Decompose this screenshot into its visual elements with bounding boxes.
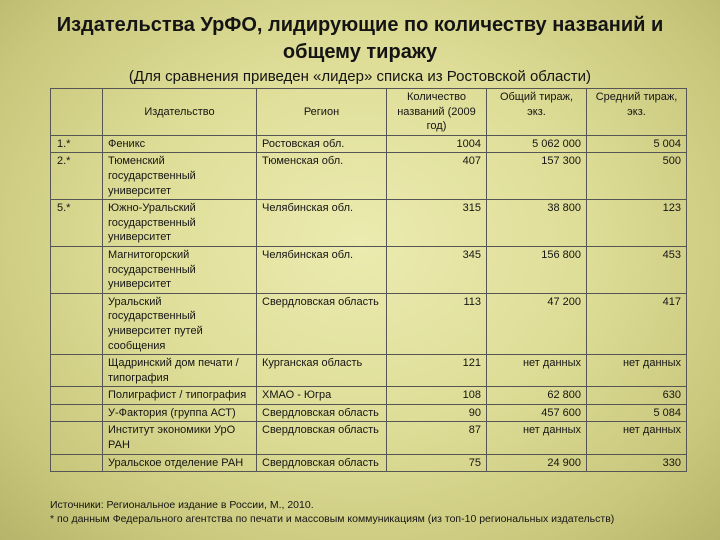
table-row	[51, 293, 687, 354]
cell-region: Челябинская обл.	[257, 246, 387, 293]
cell-publisher: Южно-Уральский государственный университет	[103, 200, 257, 247]
sources-note	[50, 498, 690, 526]
table-row	[51, 454, 687, 472]
cell-avg: 123	[587, 200, 687, 247]
cell-region: Тюменская обл.	[257, 153, 387, 200]
cell-total: нет данных	[487, 422, 587, 454]
cell-publisher: Феникс	[103, 135, 257, 153]
cell-rank	[51, 293, 103, 354]
cell-total: нет данных	[487, 355, 587, 387]
cell-region: Ростовская обл.	[257, 135, 387, 153]
table-row	[51, 200, 687, 247]
cell-count: 113	[387, 293, 487, 354]
cell-count: 121	[387, 355, 487, 387]
cell-avg: нет данных	[587, 355, 687, 387]
cell-publisher: Полиграфист / типография	[103, 387, 257, 405]
cell-region: Свердловская область	[257, 404, 387, 422]
cell-publisher: Магнитогорский государственный университет	[103, 246, 257, 293]
table-row	[51, 246, 687, 293]
sources-line: Источники: Региональное издание в России, М., 2010.	[50, 499, 314, 511]
footnote-line: * по данным Федерального агентства по печати и массовым коммуникациям (из топ-10 региональных издательств)	[50, 513, 615, 525]
cell-avg: нет данных	[587, 422, 687, 454]
publishers-table	[50, 88, 687, 472]
table-row	[51, 404, 687, 422]
cell-count: 75	[387, 454, 487, 472]
cell-region: Свердловская область	[257, 293, 387, 354]
cell-count: 90	[387, 404, 487, 422]
cell-publisher: Щадринский дом печати / типография	[103, 355, 257, 387]
header-titles-count: Количество названий (2009 год)	[387, 89, 487, 136]
cell-count: 108	[387, 387, 487, 405]
slide-subtitle: (Для сравнения приведен «лидер» списка из Ростовской области)	[128, 68, 592, 85]
table-row	[51, 387, 687, 405]
cell-count: 345	[387, 246, 487, 293]
table-row	[51, 422, 687, 454]
header-region: Регион	[257, 89, 387, 136]
cell-total: 62 800	[487, 387, 587, 405]
cell-count: 315	[387, 200, 487, 247]
title-line-2: общему тиражу	[282, 41, 438, 63]
table-header-row	[51, 89, 687, 136]
cell-rank	[51, 246, 103, 293]
cell-count: 407	[387, 153, 487, 200]
table-row	[51, 135, 687, 153]
cell-total: 38 800	[487, 200, 587, 247]
header-publisher: Издательство	[103, 89, 257, 136]
cell-avg: 330	[587, 454, 687, 472]
cell-publisher: Уральский государственный университет путей сообщения	[103, 293, 257, 354]
cell-publisher: У-Фактория (группа АСТ)	[103, 404, 257, 422]
cell-avg: 453	[587, 246, 687, 293]
cell-count: 1004	[387, 135, 487, 153]
cell-total: 5 062 000	[487, 135, 587, 153]
title-line-1: Издательства УрФО, лидирующие по количеству названий и	[56, 14, 664, 36]
slide-title	[40, 12, 680, 66]
cell-avg: 5 084	[587, 404, 687, 422]
cell-region: Свердловская область	[257, 422, 387, 454]
cell-avg: 630	[587, 387, 687, 405]
cell-publisher: Тюменский государственный университет	[103, 153, 257, 200]
table-row	[51, 355, 687, 387]
cell-avg: 500	[587, 153, 687, 200]
cell-publisher: Институт экономики УрО РАН	[103, 422, 257, 454]
cell-rank	[51, 387, 103, 405]
cell-rank	[51, 422, 103, 454]
cell-total: 47 200	[487, 293, 587, 354]
cell-publisher: Уральское отделение РАН	[103, 454, 257, 472]
cell-avg: 5 004	[587, 135, 687, 153]
cell-rank: 2.*	[51, 153, 103, 200]
cell-rank: 5.*	[51, 200, 103, 247]
cell-total: 157 300	[487, 153, 587, 200]
cell-avg: 417	[587, 293, 687, 354]
cell-region: Свердловская область	[257, 454, 387, 472]
table-row	[51, 153, 687, 200]
header-rank	[51, 89, 103, 136]
header-avg-print: Средний тираж, экз.	[587, 89, 687, 136]
cell-rank	[51, 355, 103, 387]
cell-region: Курганская область	[257, 355, 387, 387]
cell-rank	[51, 404, 103, 422]
cell-rank: 1.*	[51, 135, 103, 153]
header-total-print: Общий тираж, экз.	[487, 89, 587, 136]
cell-region: ХМАО - Югра	[257, 387, 387, 405]
cell-rank	[51, 454, 103, 472]
cell-total: 457 600	[487, 404, 587, 422]
cell-total: 24 900	[487, 454, 587, 472]
cell-total: 156 800	[487, 246, 587, 293]
cell-count: 87	[387, 422, 487, 454]
cell-region: Челябинская обл.	[257, 200, 387, 247]
